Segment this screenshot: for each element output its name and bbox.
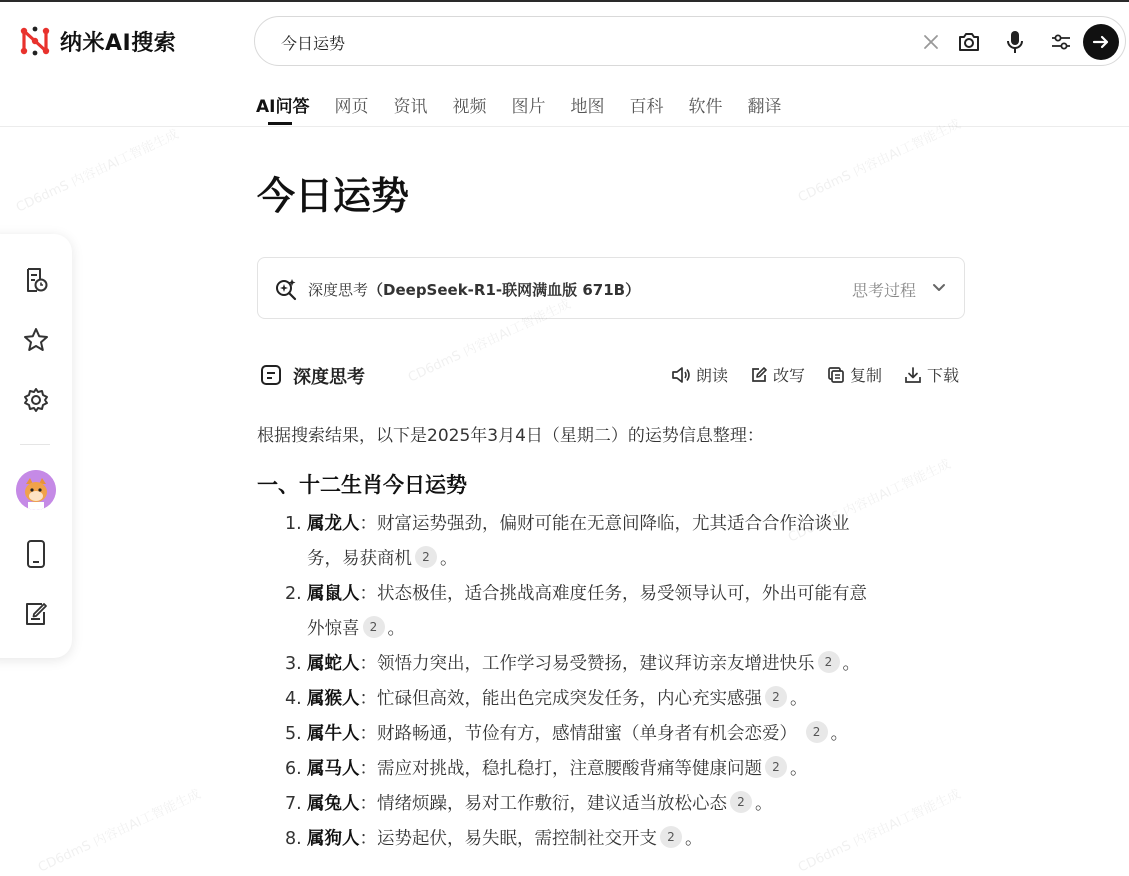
item-end: 。 — [842, 654, 860, 674]
list-item — [257, 647, 967, 682]
item-text: ：需应对挑战，稳扎稳打，注意腰酸背痛等健康问题 — [359, 759, 762, 779]
item-end: 。 — [790, 689, 808, 709]
sidebar-item-history[interactable] — [0, 260, 72, 300]
edit-icon — [750, 366, 768, 384]
item-text: ：状态极佳，适合挑战高难度任务，易受领导认可，外出可能有意 — [359, 584, 867, 604]
item-end: 。 — [440, 549, 458, 569]
rewrite-label: 改写 — [772, 366, 805, 385]
tab-maps[interactable]: 地图 — [570, 97, 605, 117]
chevron-down-icon[interactable] — [930, 278, 948, 296]
citation-badge[interactable]: 2 — [765, 756, 787, 778]
tab-news[interactable]: 资讯 — [393, 97, 428, 117]
avatar — [16, 470, 56, 510]
item-end: 。 — [685, 829, 703, 849]
list-item — [257, 787, 967, 822]
close-icon[interactable] — [919, 30, 943, 54]
item-text: ：忙碌但高效，能出色完成突发任务，内心充实感强 — [359, 689, 762, 709]
zodiac-name: 属龙人 — [307, 514, 360, 534]
model-name: （DeepSeek-R1-联网满血版 671B） — [368, 281, 641, 299]
list-number: 2. — [285, 584, 302, 604]
citation-badge[interactable]: 2 — [660, 826, 682, 848]
answer-header — [257, 363, 965, 389]
watermark: CD6dmS 内容由AI工智能生成 — [35, 787, 204, 876]
watermark: CD6dmS 内容由AI工智能生成 — [405, 297, 574, 386]
zodiac-list — [257, 507, 967, 857]
copy-label: 复制 — [849, 366, 882, 385]
item-end: 。 — [387, 619, 405, 639]
search-bar — [254, 16, 1126, 66]
copy-button[interactable] — [827, 363, 882, 386]
tab-baike[interactable]: 百科 — [629, 97, 664, 117]
item-text: ：财路畅通，节俭有方，感情甜蜜（单身者有机会恋爱） — [359, 724, 803, 744]
star-icon — [22, 326, 50, 354]
section-heading: 一、十二生肖今日运势 — [257, 473, 467, 497]
item-text: ：财富运势强劲，偏财可能在无意间降临，尤其适合合作洽谈业 — [359, 514, 850, 534]
page-title: 今日运势 — [257, 174, 410, 218]
read-aloud-label: 朗读 — [695, 366, 728, 385]
list-number: 4. — [285, 689, 302, 709]
sidebar-divider — [20, 444, 50, 445]
deep-thinking-label — [308, 279, 640, 300]
citation-badge[interactable]: 2 — [730, 791, 752, 813]
list-item — [257, 682, 967, 717]
top-bar — [0, 0, 1129, 127]
camera-icon[interactable] — [957, 30, 981, 54]
zodiac-name: 属蛇人 — [307, 654, 360, 674]
item-end: 。 — [830, 724, 849, 744]
gear-icon — [22, 386, 50, 414]
watermark: CD6dmS 内容由AI工智能生成 — [785, 457, 954, 546]
item-end: 。 — [790, 759, 808, 779]
search-tabs — [256, 92, 806, 126]
citation-badge[interactable]: 2 — [363, 616, 385, 638]
search-submit-button[interactable] — [1083, 24, 1119, 60]
arrow-right-icon — [1092, 33, 1110, 51]
logo-icon — [18, 24, 52, 58]
zodiac-name: 属鼠人 — [307, 584, 360, 604]
item-text: ：运势起伏，易失眠，需控制社交开支 — [359, 829, 657, 849]
download-label: 下载 — [926, 366, 959, 385]
watermark: CD6dmS 内容由AI工智能生成 — [795, 117, 964, 206]
brand-name: 纳米AI搜索 — [60, 30, 177, 56]
item-end: 。 — [755, 794, 773, 814]
rewrite-button[interactable] — [750, 363, 805, 386]
speaker-icon — [671, 366, 691, 384]
sidebar-item-favorites[interactable] — [0, 320, 72, 360]
phone-icon — [23, 539, 49, 569]
list-item — [257, 577, 967, 647]
tab-software[interactable]: 软件 — [688, 97, 723, 117]
download-icon — [904, 366, 922, 384]
item-text-cont: 外惊喜 — [307, 619, 360, 639]
read-aloud-button[interactable] — [671, 363, 728, 386]
search-input[interactable] — [281, 30, 881, 54]
list-item — [257, 507, 967, 577]
list-item — [257, 822, 967, 857]
citation-badge[interactable]: 2 — [765, 686, 787, 708]
sliders-icon[interactable] — [1049, 30, 1073, 54]
list-number: 8. — [285, 829, 302, 849]
list-number: 5. — [285, 724, 302, 744]
copy-icon — [827, 366, 845, 384]
citation-badge[interactable]: 2 — [415, 546, 437, 568]
thinking-process-toggle[interactable]: 思考过程 — [851, 281, 916, 300]
zodiac-name: 属狗人 — [307, 829, 360, 849]
zodiac-name: 属牛人 — [307, 724, 360, 744]
sidebar-item-mobile[interactable] — [0, 534, 72, 574]
answer-title: 深度思考 — [293, 367, 365, 388]
tab-translate[interactable]: 翻译 — [747, 97, 782, 117]
watermark: CD6dmS 内容由AI工智能生成 — [795, 787, 964, 876]
list-number: 7. — [285, 794, 302, 814]
list-item — [257, 717, 967, 752]
answer-intro: 根据搜索结果，以下是2025年3月4日（星期二）的运势信息整理： — [257, 426, 764, 446]
sidebar-item-settings[interactable] — [0, 380, 72, 420]
answer-actions — [671, 363, 959, 386]
answer-doc-icon — [259, 363, 283, 387]
item-text: ：情绪烦躁，易对工作敷衍，建议适当放松心态 — [359, 794, 727, 814]
item-text-cont: 务，易获商机 — [307, 549, 412, 569]
zodiac-name: 属猴人 — [307, 689, 360, 709]
zodiac-name: 属兔人 — [307, 794, 360, 814]
list-number: 6. — [285, 759, 302, 779]
brand-logo[interactable] — [18, 24, 176, 58]
microphone-icon[interactable] — [1003, 30, 1027, 54]
citation-badge[interactable]: 2 — [806, 721, 828, 743]
deep-thinking-prefix: 深度思考 — [308, 281, 369, 299]
edit-note-icon — [22, 600, 50, 628]
search-sparkle-icon — [274, 277, 298, 301]
list-item — [257, 752, 967, 787]
tab-video[interactable]: 视频 — [452, 97, 487, 117]
deep-thinking-card[interactable] — [257, 257, 965, 319]
list-number: 1. — [285, 514, 302, 534]
left-sidebar — [0, 234, 72, 658]
tab-web[interactable]: 网页 — [334, 97, 369, 117]
list-number: 3. — [285, 654, 302, 674]
watermark: CD6dmS 内容由AI工智能生成 — [13, 127, 182, 216]
download-button[interactable] — [904, 363, 959, 386]
history-document-icon — [22, 266, 50, 294]
sidebar-item-profile[interactable] — [0, 470, 72, 510]
sidebar-item-notes[interactable] — [0, 594, 72, 634]
tab-images[interactable]: 图片 — [511, 97, 546, 117]
zodiac-name: 属马人 — [307, 759, 360, 779]
item-text: ：领悟力突出，工作学习易受赞扬，建议拜访亲友增进快乐 — [359, 654, 815, 674]
window-top-border — [0, 0, 1129, 2]
tab-ai-qa[interactable]: AI问答 — [256, 92, 309, 126]
citation-badge[interactable]: 2 — [818, 651, 840, 673]
